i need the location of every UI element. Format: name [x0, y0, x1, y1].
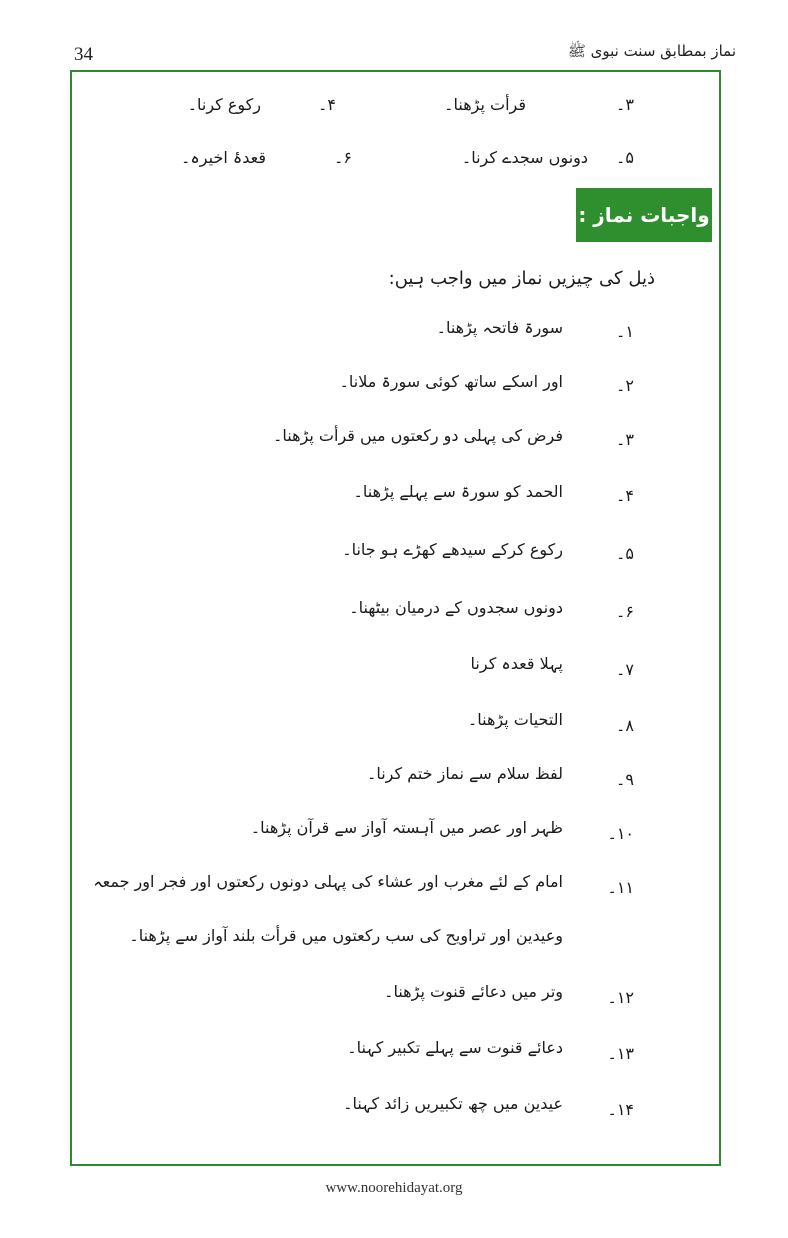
top-item-number: ۳۔ — [616, 95, 634, 114]
top-item-text: قرأت پڑھنا۔ — [444, 95, 526, 114]
list-item-text: امام کے لئے مغرب اور عشاء کی پہلی دونوں رکعتوں اور فجر اور جمعہ — [93, 872, 563, 891]
list-item-number: ۱۔ — [616, 322, 634, 341]
list-item-text: پہلا قعدہ کرنا — [470, 654, 563, 673]
footer-url: www.noorehidayat.org — [325, 1180, 463, 1196]
top-item-number: ۶۔ — [334, 148, 352, 167]
list-item-number: ۱۱۔ — [607, 878, 634, 897]
list-item-text: دونوں سجدوں کے درمیان بیٹھنا۔ — [349, 598, 563, 617]
top-item-text: قعدۂ اخیرہ۔ — [181, 148, 266, 167]
list-item-text: وتر میں دعائے قنوت پڑھنا۔ — [384, 982, 563, 1001]
list-item-number: ۱۳۔ — [607, 1044, 634, 1063]
top-item-text: دونوں سجدے کرنا۔ — [461, 148, 588, 167]
list-item-number: ۱۲۔ — [607, 988, 634, 1007]
page-number: 34 — [74, 44, 93, 65]
list-item-number: ۴۔ — [616, 486, 634, 505]
list-item-text: ظہر اور عصر میں آہستہ آواز سے قرآن پڑھنا۔ — [250, 818, 563, 837]
book-title: نماز بمطابق سنت نبوی ﷺ — [567, 42, 736, 60]
top-item-number: ۴۔ — [318, 95, 336, 114]
top-item-text: رکوع کرنا۔ — [187, 95, 261, 114]
list-item-text: رکوع کرکے سیدھے کھڑے ہو جانا۔ — [342, 540, 563, 559]
list-item-number: ۳۔ — [616, 430, 634, 449]
list-item-text: اور اسکے ساتھ کوئی سورۃ ملانا۔ — [339, 372, 563, 391]
top-item-number: ۵۔ — [616, 148, 634, 167]
list-item-text: دعائے قنوت سے پہلے تکبیر کہنا۔ — [347, 1038, 563, 1057]
list-item-text: عیدین میں چھ تکبیریں زائد کہنا۔ — [343, 1094, 563, 1113]
list-item-number: ۵۔ — [616, 544, 634, 563]
list-item-number: ۲۔ — [616, 376, 634, 395]
section-title: واجبات نماز : — [576, 188, 712, 242]
list-item-number: ۱۴۔ — [607, 1100, 634, 1119]
list-item-text: سورۃ فاتحہ پڑھنا۔ — [436, 318, 563, 337]
list-item-number: ۸۔ — [616, 716, 634, 735]
section-intro: ذیل کی چیزیں نماز میں واجب ہیں: — [388, 268, 655, 289]
list-item-number: ۶۔ — [616, 602, 634, 621]
list-item-text: فرض کی پہلی دو رکعتوں میں قرأت پڑھنا۔ — [273, 426, 563, 445]
list-item-number: ۷۔ — [616, 660, 634, 679]
list-item-text: الحمد کو سورۃ سے پہلے پڑھنا۔ — [353, 482, 563, 501]
list-item-text-continued: وعیدین اور تراویح کی سب رکعتوں میں قرأت بلند آواز سے پڑھنا۔ — [129, 926, 563, 945]
list-item-number: ۹۔ — [616, 770, 634, 789]
list-item-text: لفظ سلام سے نماز ختم کرنا۔ — [366, 764, 563, 783]
list-item-number: ۱۰۔ — [607, 824, 634, 843]
list-item-text: التحیات پڑھنا۔ — [467, 710, 563, 729]
